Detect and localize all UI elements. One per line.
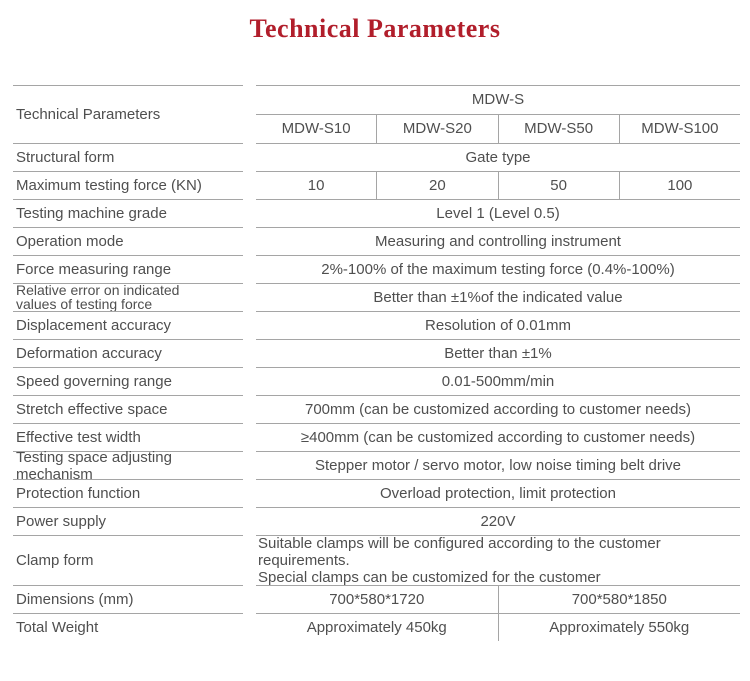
table-row-operation-mode bbox=[13, 227, 740, 255]
row-label: Testing space adjusting mechanism bbox=[13, 451, 243, 479]
value-cell: 10 bbox=[307, 177, 325, 194]
value-cell: Approximately 450kg bbox=[306, 619, 447, 636]
model-headers bbox=[256, 115, 740, 143]
model-header-cell: MDW-S10 bbox=[281, 120, 351, 138]
table-row-protection-function bbox=[13, 479, 740, 507]
row-value: 2%-100% of the maximum testing force (0.4%-100%) bbox=[321, 261, 675, 278]
row-value: 0.01-500mm/min bbox=[441, 373, 555, 390]
row-label bbox=[13, 283, 243, 311]
table-row-displacement-accuracy bbox=[13, 311, 740, 339]
row-label: Deformation accuracy bbox=[13, 339, 243, 367]
row-value: Better than ±1%of the indicated value bbox=[373, 289, 623, 306]
row-values bbox=[256, 172, 740, 199]
parameters-table bbox=[13, 85, 740, 641]
value-cell: 20 bbox=[376, 172, 497, 199]
model-header-cell: MDW-S20 bbox=[376, 115, 497, 143]
row-label: Maximum testing force (KN) bbox=[13, 171, 243, 199]
row-value: Overload protection, limit protection bbox=[380, 485, 616, 502]
series-header: MDW-S bbox=[256, 86, 740, 115]
row-value bbox=[256, 536, 740, 585]
row-value: Stepper motor / servo motor, low noise timing belt drive bbox=[315, 457, 681, 474]
table-row-speed-governing-range bbox=[13, 367, 740, 395]
table-row-space-adjusting-mechanism bbox=[13, 448, 740, 483]
table-row-deformation-accuracy bbox=[13, 339, 740, 367]
table-row-total-weight bbox=[13, 613, 740, 641]
row-value: 220V bbox=[480, 513, 516, 530]
table-row-machine-grade bbox=[13, 199, 740, 227]
table-row-dimensions bbox=[13, 585, 740, 613]
model-header-cell: MDW-S100 bbox=[619, 115, 740, 143]
row-label-line: Relative error on indicated bbox=[16, 282, 180, 298]
page-title: Technical Parameters bbox=[249, 14, 501, 43]
value-cell: 700*580*1720 bbox=[329, 591, 425, 608]
value-cell: 100 bbox=[619, 172, 740, 199]
row-label: Testing machine grade bbox=[13, 199, 243, 227]
row-label: Power supply bbox=[13, 507, 243, 535]
model-header-cell: MDW-S50 bbox=[498, 115, 619, 143]
row-value-line: Suitable clamps will be configured according to the customer requirements. bbox=[258, 535, 661, 569]
table-row-max-testing-force bbox=[13, 171, 740, 199]
value-cell: 50 bbox=[498, 172, 619, 199]
row-label: Protection function bbox=[13, 479, 243, 507]
row-value: Better than ±1% bbox=[444, 345, 552, 362]
row-value: Measuring and controlling instrument bbox=[375, 233, 621, 250]
row-values bbox=[256, 614, 740, 641]
row-label: Displacement accuracy bbox=[13, 311, 243, 339]
row-label: Dimensions (mm) bbox=[13, 585, 243, 613]
table-row-structural-form bbox=[13, 143, 740, 171]
table-row-effective-test-width bbox=[13, 423, 740, 451]
row-value: ≥400mm (can be customized according to customer needs) bbox=[300, 429, 696, 446]
row-value: Gate type bbox=[465, 149, 531, 166]
corner-label: Technical Parameters bbox=[13, 85, 243, 143]
row-label: Structural form bbox=[13, 143, 243, 171]
row-label: Operation mode bbox=[13, 227, 243, 255]
row-label-line: values of testing force bbox=[16, 295, 153, 312]
value-cell: 700*580*1850 bbox=[498, 586, 741, 613]
row-label: Clamp form bbox=[13, 535, 243, 585]
table-row-force-measuring-range bbox=[13, 255, 740, 283]
table-row-power-supply bbox=[13, 507, 740, 535]
table-row-relative-error bbox=[13, 283, 740, 311]
row-value: 700mm (can be customized according to customer needs) bbox=[304, 401, 691, 418]
table-row-stretch-effective-space bbox=[13, 395, 740, 423]
row-label: Force measuring range bbox=[13, 255, 243, 283]
table-header-row bbox=[13, 85, 740, 143]
table-row-clamp-form bbox=[13, 535, 740, 585]
row-values bbox=[256, 586, 740, 613]
header-data bbox=[256, 85, 740, 143]
row-label: Stretch effective space bbox=[13, 395, 243, 423]
row-value-line: Special clamps can be customized for the customer bbox=[258, 569, 601, 586]
row-value: Resolution of 0.01mm bbox=[425, 317, 571, 334]
row-label: Effective test width bbox=[13, 423, 243, 451]
value-cell: Approximately 550kg bbox=[498, 614, 741, 641]
row-label: Speed governing range bbox=[13, 367, 243, 395]
row-value: Level 1 (Level 0.5) bbox=[436, 205, 560, 222]
row-label: Total Weight bbox=[13, 613, 243, 641]
